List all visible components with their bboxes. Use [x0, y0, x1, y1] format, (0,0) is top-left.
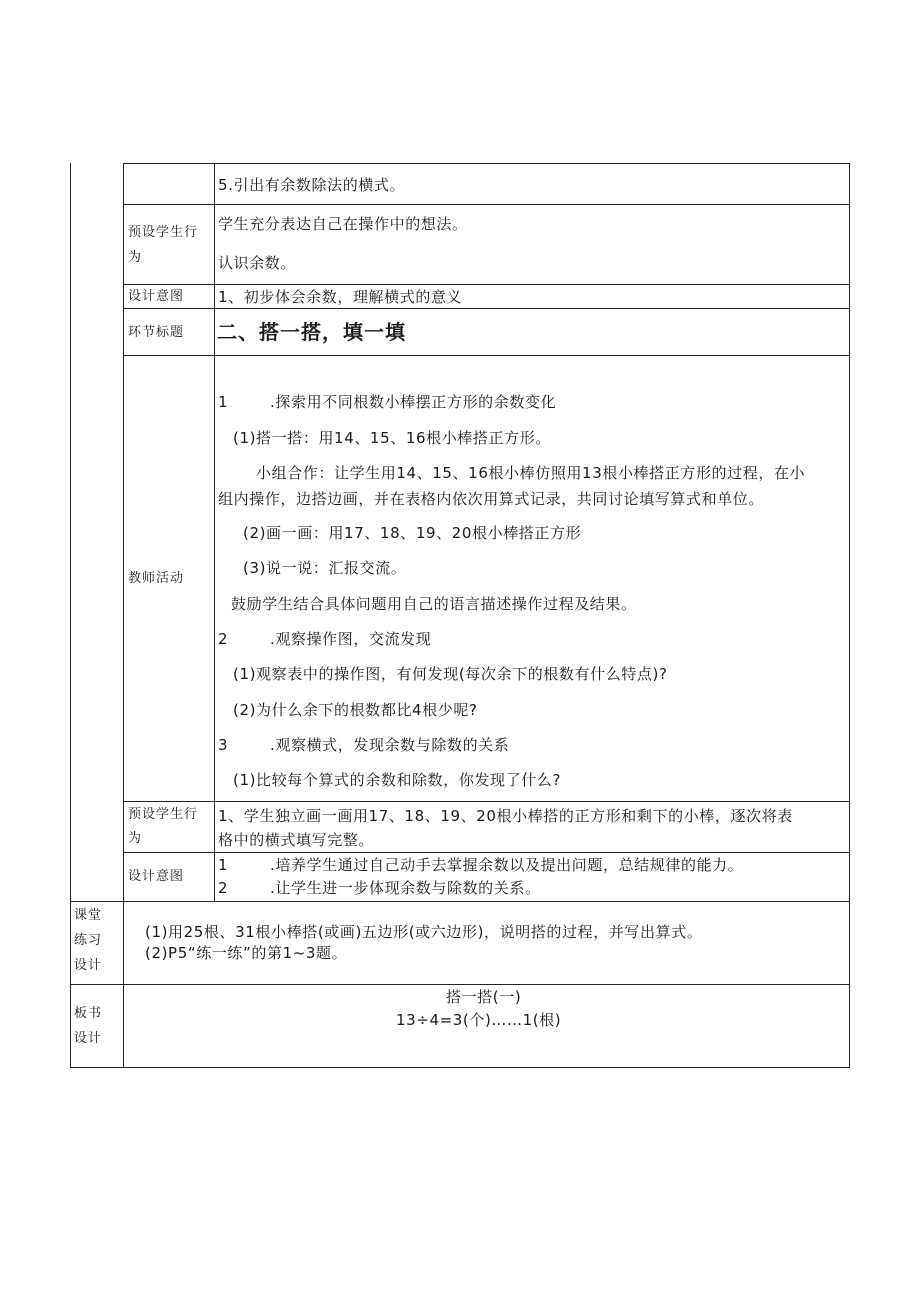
item-number: 3	[218, 736, 229, 754]
item-text: .观察横式，发现余数与除数的关系	[270, 736, 510, 754]
board-title: 搭一搭(一)	[446, 988, 522, 1006]
item-text: .探索用不同根数小棒摆正方形的余数变化	[270, 393, 557, 411]
activity-item-3-1: (1)比较每个算式的余数和除数，你发现了什么?	[233, 771, 562, 789]
row-line	[123, 284, 850, 285]
activity-item-2-2: (2)为什么余下的根数都比4根少呢?	[233, 701, 478, 719]
design-intent-item	[218, 856, 743, 874]
row-line	[123, 163, 850, 164]
design-intent-label: 设计意图	[128, 289, 185, 304]
student-behavior-line: 认识余数。	[218, 254, 297, 272]
student-behavior-label-cont: 为	[128, 831, 143, 846]
design-intent-text: 1、初步体会余数，理解横式的意义	[218, 288, 463, 306]
student-behavior-label: 预设学生行	[128, 807, 199, 822]
student-behavior-line: 学生充分表达自己在操作中的想法。	[218, 215, 468, 233]
activity-item-1-2: (2)画一画：用17、18、19、20根小棒搭正方形	[243, 524, 582, 542]
design-intent-item	[218, 879, 541, 897]
activity-item-2	[218, 630, 431, 648]
inner-left-border	[123, 163, 124, 1068]
group-work-line: 小组合作：让学生用14、15、16根小棒仿照用13根小棒搭正方形的过程，在小	[256, 464, 806, 482]
activity-item-1	[218, 393, 556, 411]
teacher-activity-label: 教师活动	[128, 571, 185, 586]
row-line	[123, 204, 850, 205]
item-number: 2	[218, 879, 229, 897]
practice-label: 课堂	[74, 908, 103, 923]
row-line	[70, 984, 850, 985]
practice-line: (1)用25根、31根小棒搭(或画)五边形(或六边形)，说明搭的过程，并写出算式。	[145, 923, 703, 941]
practice-label: 设计	[74, 958, 103, 973]
activity-item-2-1: (1)观察表中的操作图，有何发现(每次余下的根数有什么特点)?	[233, 665, 668, 683]
column-divider	[214, 163, 215, 901]
row-line	[70, 901, 850, 902]
item-text: .培养学生通过自己动手去掌握余数以及提出问题，总结规律的能力。	[270, 856, 744, 874]
board-label: 设计	[74, 1031, 103, 1046]
item-number: 1	[218, 393, 229, 411]
student-behavior-label-cont: 为	[128, 250, 143, 265]
row-line	[123, 355, 850, 356]
row1-text: 5.引出有余数除法的横式。	[218, 176, 406, 194]
outer-left-border	[70, 163, 71, 1068]
activity-item-1-1: (1)搭一搭：用14、15、16根小棒搭正方形。	[233, 429, 551, 447]
student-behavior-label: 预设学生行	[128, 225, 199, 240]
row-line	[70, 1067, 850, 1068]
activity-item-1-3: (3)说一说：汇报交流。	[243, 559, 407, 577]
practice-label: 练习	[74, 933, 103, 948]
section-title-label: 环节标题	[128, 325, 185, 340]
row-line	[123, 308, 850, 309]
activity-item-3	[218, 736, 509, 754]
design-intent-label: 设计意图	[128, 869, 185, 884]
board-label: 板书	[74, 1006, 103, 1021]
section-title: 二、搭一搭，填一填	[217, 320, 406, 344]
board-equation: 13÷4=3(个)……1(根)	[396, 1011, 562, 1029]
right-border	[849, 163, 850, 1068]
encourage-line: 鼓励学生结合具体问题用自己的语言描述操作过程及结果。	[231, 595, 637, 613]
item-number: 2	[218, 630, 229, 648]
item-number: 1	[218, 856, 229, 874]
student-behavior-line: 1、学生独立画一画用17、18、19、20根小棒搭的正方形和剩下的小棒，逐次将表	[218, 807, 793, 825]
row-line	[123, 801, 850, 802]
row-line	[123, 852, 850, 853]
practice-line: (2)P5“练一练”的第1~3题。	[145, 944, 348, 962]
item-text: .观察操作图，交流发现	[270, 630, 432, 648]
group-work-line: 组内操作，边搭边画，并在表格内依次用算式记录，共同讨论填写算式和单位。	[218, 490, 765, 508]
student-behavior-line: 格中的横式填写完整。	[218, 831, 375, 849]
item-text: .让学生进一步体现余数与除数的关系。	[270, 879, 541, 897]
